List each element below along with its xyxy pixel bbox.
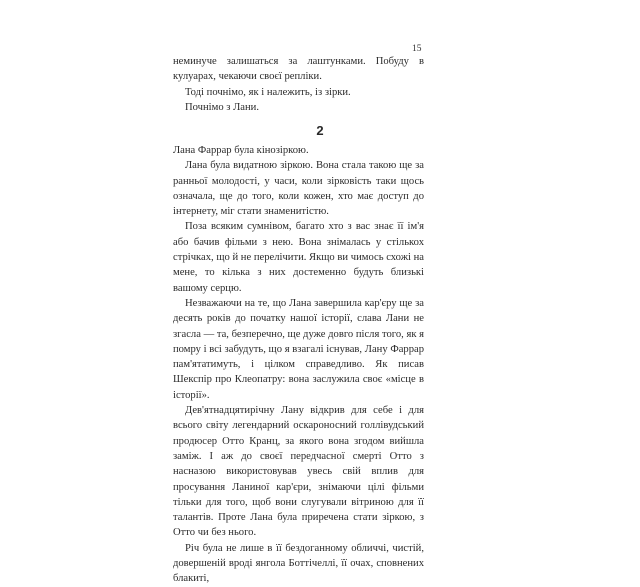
main-text-block: [173, 143, 424, 587]
paragraph: неминуче залишаться за лаштунками. Побуду в кулуарах, чекаючи своєї репліки.: [173, 56, 424, 83]
paragraph: Поза всяким сумнівом, багато хто з вас знає її ім'я або бачив фільми з нею. Вона знімалась у стількох стрічках, що й не перелічити. Якщо ви чимось схожі на мене, то кілька з них достеменно будуть близькі вашому серцю.: [173, 221, 424, 294]
paragraph: Лана була видатною зіркою. Вона стала такою ще за ранньої молодості, у часи, коли зірковість таки щось означала, ще до того, коли кожен, хто має доступ до інтернету, міг стати знаменитістю.: [173, 160, 424, 218]
paragraph: Лана Фаррар була кінозіркою.: [173, 145, 309, 156]
paragraph: Незважаючи на те, що Лана завершила кар'єру ще за десять років до початку нашої історії, слава Лани не згасла — та, безперечно, ще дуже довго після того, як я помру і всі забудуть, що я взагалі існував, Лану Фаррар пам'ятатимуть, і цілком справедливо. Як писав Шекспір про Клеопатру: вона заслужила своє «місце в історії».: [173, 297, 424, 401]
chapter-number: 2: [316, 123, 324, 138]
paragraph: Почнімо з Лани.: [185, 101, 259, 113]
top-text-block: [173, 54, 424, 115]
paragraph: Дев'ятнадцятирічну Лану відкрив для себе і для всього світу легендарний оскароносний голлівудський продюсер Отто Кранц, за якого вона згодом вийшла заміж. І аж до своєї передчасної смерті Отто з насназою використовував увесь свій вплив для просування Ланиної кар'єри, знімаючи цілі фільми тільки для того, щоб вони слугували вітриною для її талантів. Проте Лана була приречена стати зіркою, з Отто чи без нього.: [173, 405, 424, 539]
page-number: 15: [412, 44, 422, 54]
paragraph: Річ була не лише в її бездоганному обличчі, чистій, довершеній вроді янгола Боттічеллі, її очах, сповнених блакиті,: [173, 542, 424, 585]
paragraph: Тоді почнімо, як і належить, із зірки.: [185, 86, 351, 98]
